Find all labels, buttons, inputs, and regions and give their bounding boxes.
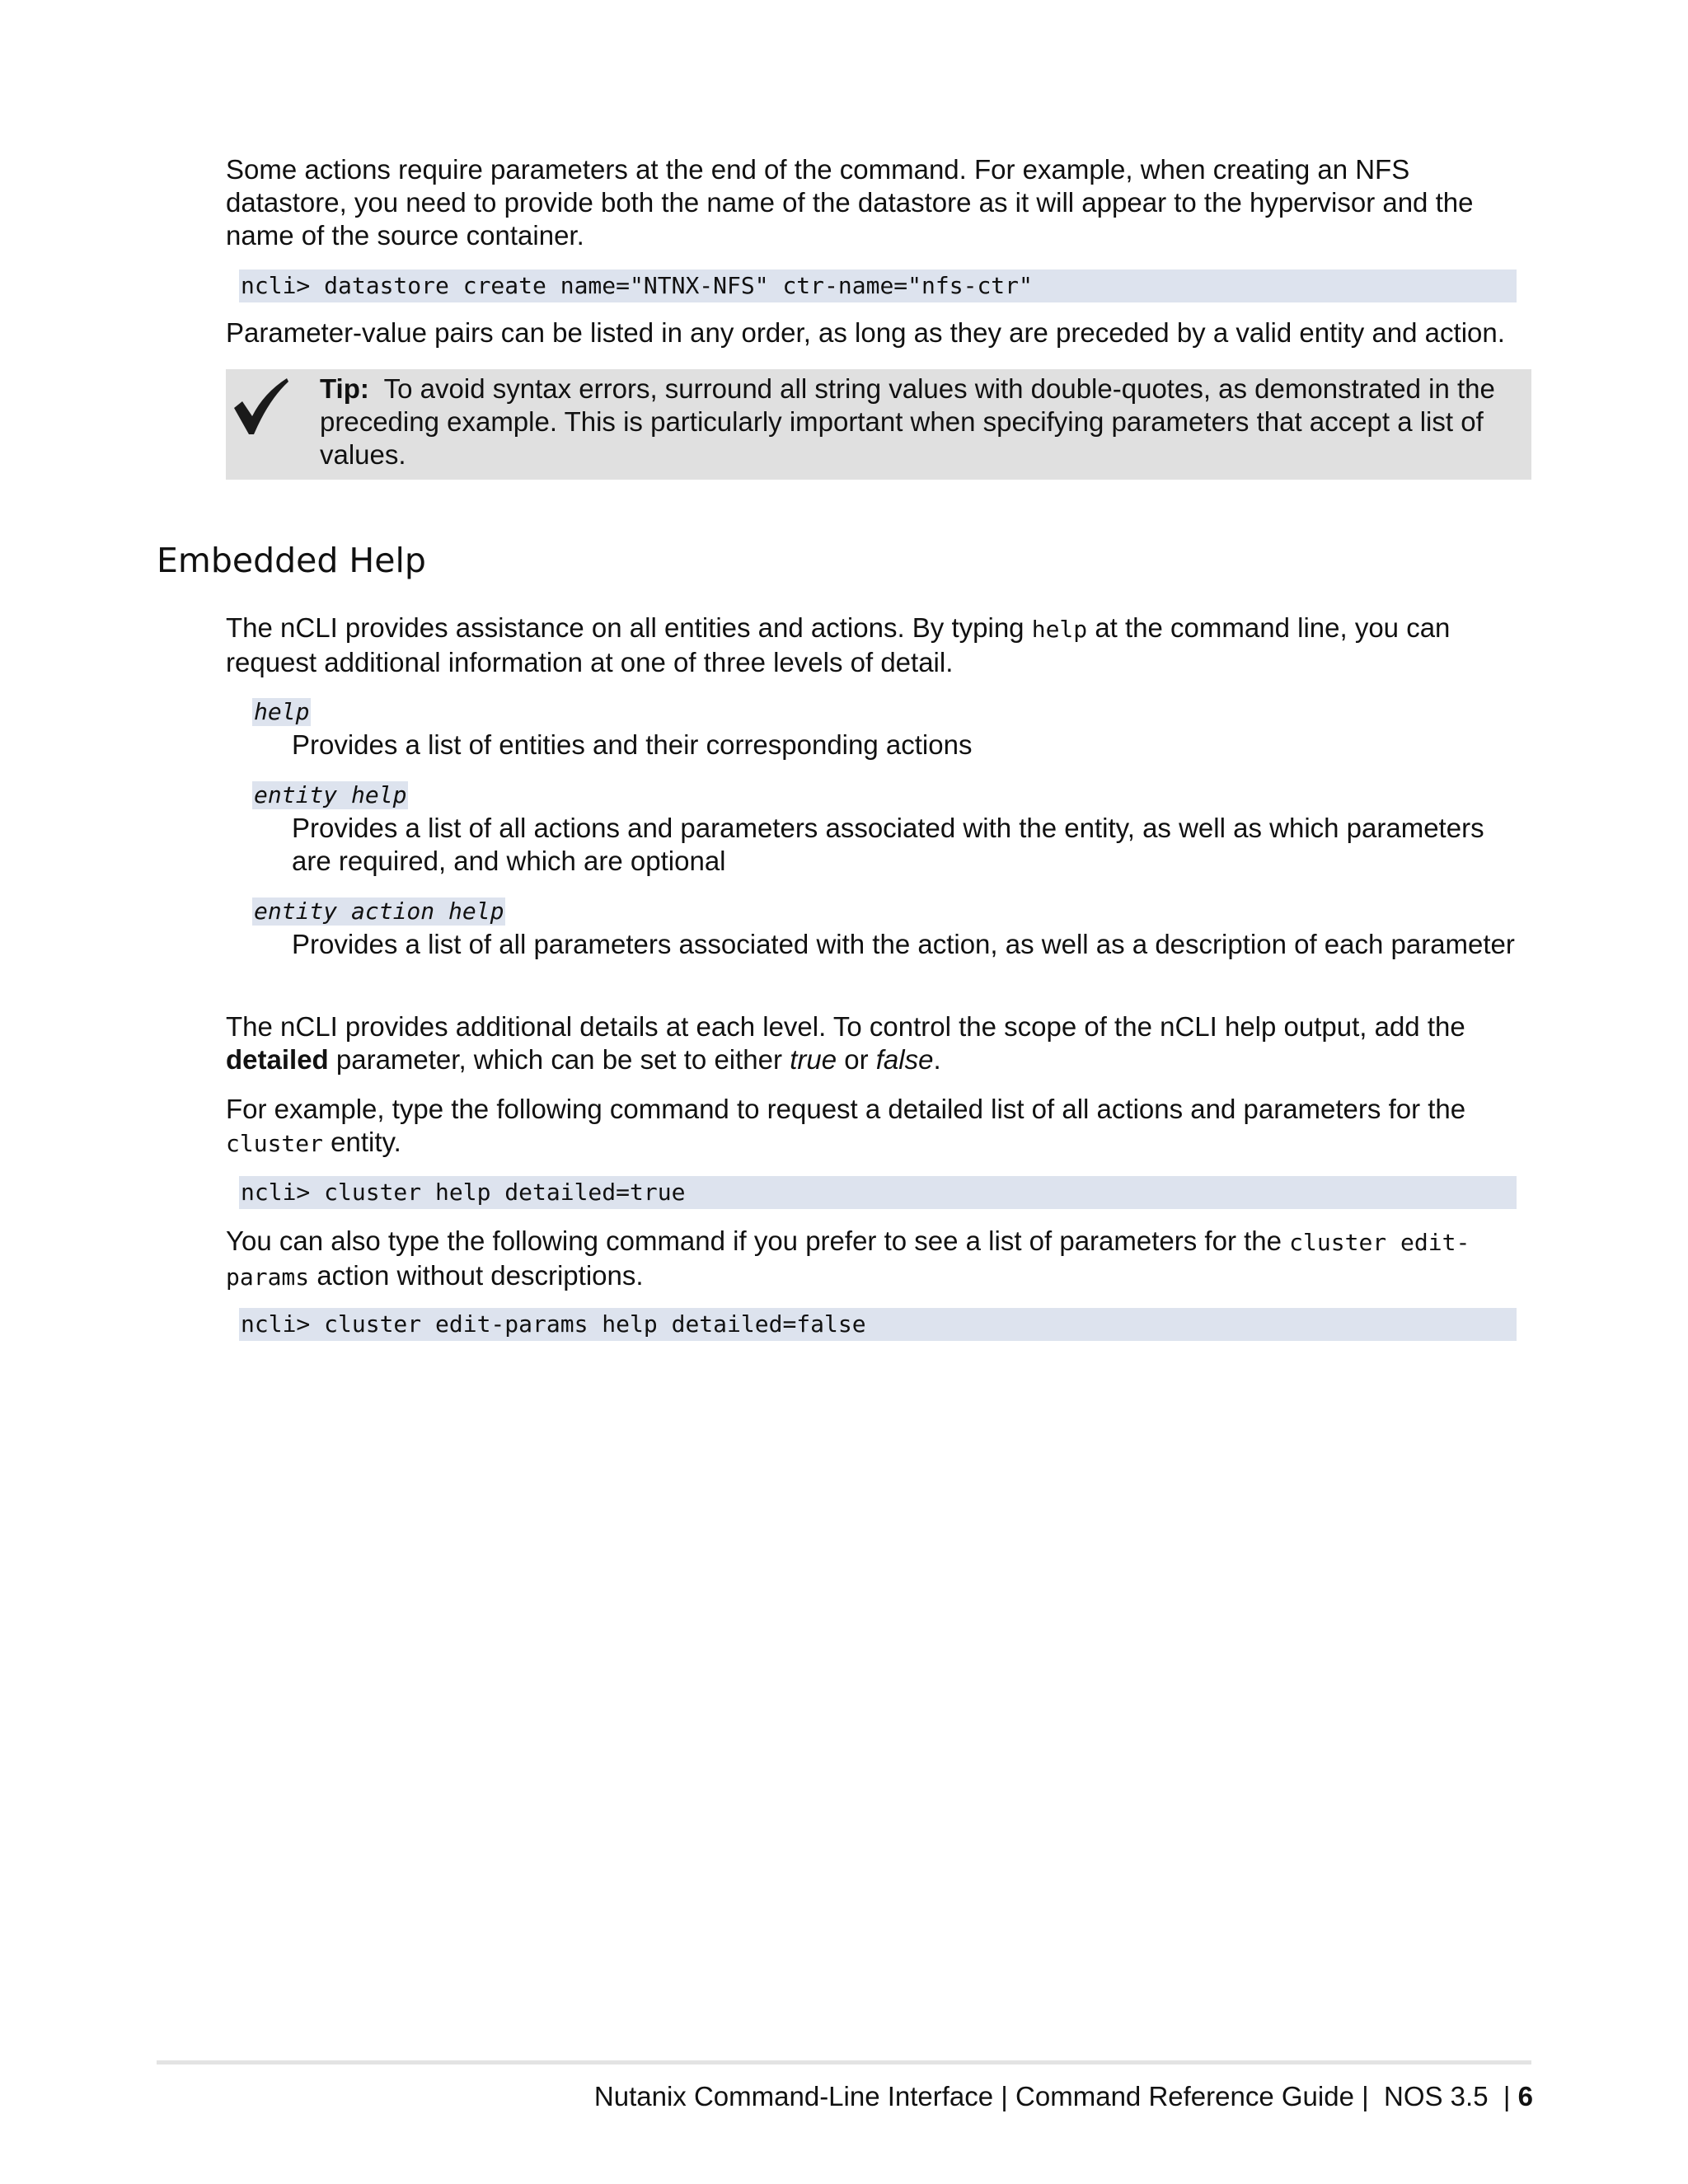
- code-cluster-help: ncli> cluster help detailed=true: [239, 1176, 1517, 1209]
- value-false: false: [875, 1044, 934, 1075]
- term-help: help: [254, 698, 310, 725]
- footer-text: Nutanix Command-Line Interface | Command Reference Guide | NOS 3.5 |: [593, 2081, 1518, 2111]
- param-order-paragraph: [226, 316, 1531, 349]
- term-entity-help: entity help: [254, 781, 407, 808]
- inline-code-cluster: cluster: [226, 1130, 324, 1157]
- page-number: 6: [1517, 2081, 1533, 2111]
- value-true: true: [790, 1044, 837, 1075]
- help-intro-paragraph: The nCLI provides assistance on all entities and actions. By typing help at the command line, you can request additional information at one of three levels of detail.: [226, 612, 1451, 677]
- detailed-keyword: detailed: [226, 1044, 329, 1075]
- tip-label: Tip:: [320, 373, 369, 404]
- def-entity-action-help: Provides a list of all parameters associated with the action, as well as a description of each parameter: [292, 929, 1515, 959]
- term-entity-action-help: entity action help: [254, 898, 504, 925]
- detailed-paragraph: The nCLI provides additional details at each level. To control the scope of the nCLI help output, add the detailed parameter, which can be set to either true or false.: [226, 1011, 1465, 1075]
- intro-text: Some actions require parameters at the end of the command. For example, when creating an NFS datastore, you need to provide both the name of the datastore as it will appear to the hypervisor and the name of the source container.: [226, 154, 1474, 251]
- intro-paragraph: [226, 153, 1531, 252]
- code-datastore-create: ncli> datastore create name="NTNX-NFS" ctr-name="nfs-ctr": [239, 269, 1517, 302]
- section-heading: Embedded Help: [157, 541, 426, 580]
- inline-code-cluster-edit-params: cluster edit-params: [226, 1229, 1470, 1291]
- tip-text: [320, 373, 1523, 471]
- footer-rule: [157, 2060, 1531, 2064]
- page-footer: [594, 2080, 1533, 2113]
- def-entity-help: Provides a list of all actions and parameters associated with the entity, as well as which parameters are required, and which are optional: [292, 813, 1484, 876]
- example-paragraph: For example, type the following command to request a detailed list of all actions and parameters for the cluster entity.: [226, 1094, 1466, 1157]
- inline-code-help: help: [1031, 616, 1088, 643]
- checkmark-icon: [231, 375, 290, 438]
- def-help: Provides a list of entities and their corresponding actions: [292, 729, 973, 760]
- edit-params-paragraph: You can also type the following command if you prefer to see a list of parameters for the cluster edit-params action without descriptions.: [226, 1226, 1470, 1291]
- code-cluster-edit-params: ncli> cluster edit-params help detailed=false: [239, 1308, 1517, 1341]
- tip-body: To avoid syntax errors, surround all string values with double-quotes, as demonstrated in the preceding example. This is particularly important when specifying parameters that accept a list of values.: [320, 373, 1495, 470]
- param-order-text: Parameter-value pairs can be listed in any order, as long as they are preceded by a valid entity and action.: [226, 317, 1505, 348]
